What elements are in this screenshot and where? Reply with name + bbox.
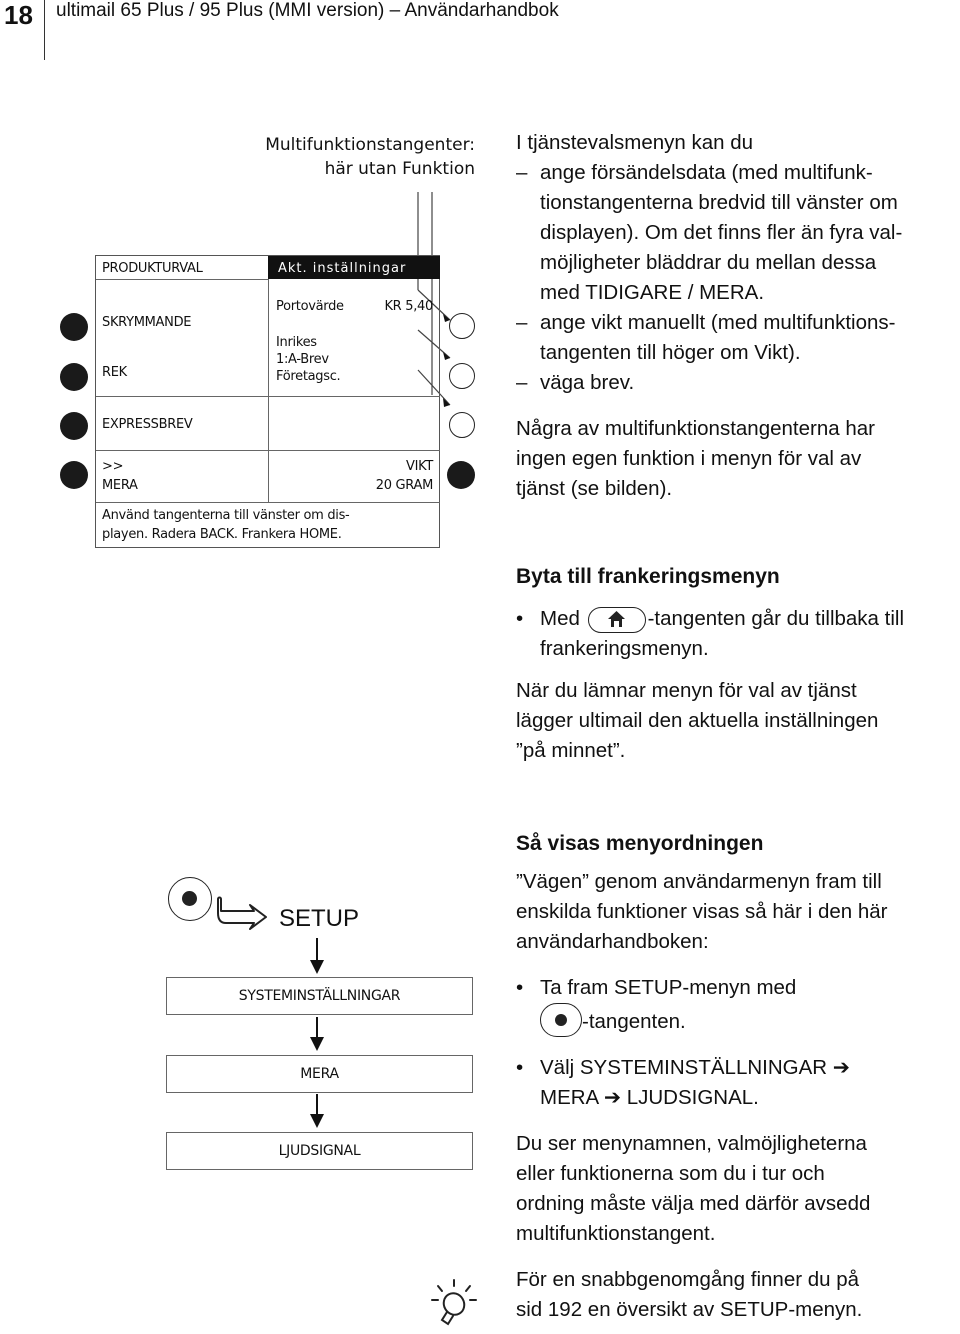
down-arrow-icon	[310, 1017, 324, 1057]
menu-box-mera[interactable]: MERA	[166, 1055, 473, 1093]
weight-value: 20 GRAM	[375, 478, 433, 493]
frank-bullet: • Med -tangenten går du tillbaka till frankeringsmenyn.	[516, 607, 905, 660]
tip-text: För en snabbgenomgång finner du på sid 192 en översikt av SETUP-menyn.	[516, 1268, 863, 1321]
left-key-2[interactable]	[60, 363, 88, 391]
down-arrow-icon	[310, 1094, 324, 1134]
postage-label: Portovärde	[276, 299, 344, 314]
down-arrow-icon	[310, 938, 324, 978]
mf-label-line2: här utan Funktion	[324, 159, 475, 179]
left-key-4[interactable]	[60, 461, 88, 489]
order-bullet-2: • Välj SYSTEMINSTÄLLNINGAR ➔ MERA ➔ LJUDSIGNAL.	[516, 1056, 850, 1109]
mf-label-line1: Multifunktionstangenter:	[265, 135, 475, 155]
menu-box-systeminstallningar[interactable]: SYSTEMINSTÄLLNINGAR	[166, 977, 473, 1015]
lightbulb-tip-icon	[430, 1278, 478, 1328]
home-key-icon	[588, 607, 646, 633]
weight-label[interactable]: VIKT	[406, 459, 433, 474]
setup-label: SETUP	[279, 905, 360, 932]
left-key-3[interactable]	[60, 412, 88, 440]
display-item-expressbrev[interactable]: EXPRESSBREV	[102, 417, 193, 432]
arrow-right-icon: ➔	[832, 1056, 850, 1079]
menu-box-ljudsignal[interactable]: LJUDSIGNAL	[166, 1132, 473, 1170]
service-menu-display	[95, 255, 440, 548]
right-key-2[interactable]	[449, 363, 475, 389]
order-section: Så visas menyordningen ”Vägen” genom användarmenyn fram till enskilda funktioner visas så här i den här användarhandboken: • Ta fram SETUP-menyn med -tangenten. • Välj SYSTEMINSTÄLLNINGAR ➔ MERA ➔ LJUDSIGNAL. Du ser menynamnen, valmöjligheterna eller funktionerna som du i tur och ordning måste välja med därför avsedd multifunktionstangent. För en snabbgenomgång finner du på sid 192 en översikt av SETUP-menyn.	[516, 829, 956, 1325]
frank-section: Byta till frankeringsmenyn • Med -tangenten går du tillbaka till frankeringsmenyn. När du lämnar menyn för val av tjänst lägger ultimail den aktuella inställningen ”på minnet”.	[516, 562, 956, 766]
intro-item-3: – väga brev.	[516, 371, 635, 394]
arrowhead	[443, 352, 450, 360]
intro-section	[516, 128, 956, 504]
left-key-1[interactable]	[60, 313, 88, 341]
order-heading: Så visas menyordningen	[516, 832, 764, 855]
intro-item-1: – ange försändelsdata (med multifunk- tionstangenterna bredvid till vänster om displayen). Om det finns fler än fyra val- möjligheter bläddrar du mellan dessa med TIDIGARE / MERA.	[516, 161, 903, 304]
display-item-mera[interactable]: MERA	[102, 478, 138, 493]
running-header: ultimail 65 Plus / 95 Plus (MMI version) – Användarhandbok	[56, 0, 559, 21]
display-help-line: playen. Radera BACK. Frankera HOME.	[102, 527, 342, 542]
service-line: Företagsc.	[276, 369, 341, 384]
setup-key-icon	[540, 1003, 582, 1037]
right-key-4[interactable]	[447, 461, 475, 489]
postage-value: KR 5,40	[384, 299, 433, 314]
frank-heading: Byta till frankeringsmenyn	[516, 565, 780, 588]
display-item-produkturval[interactable]: PRODUKTURVAL	[102, 261, 203, 276]
hand-pointer-icon	[214, 893, 270, 935]
intro-item-2: – ange vikt manuellt (med multifunktions- tangenten till höger om Vikt).	[516, 311, 896, 364]
service-line: 1:A-Brev	[276, 352, 329, 367]
intro-lead: I tjänstevalsmenyn kan du	[516, 131, 754, 154]
display-item-rek[interactable]: REK	[102, 365, 127, 380]
arrow-right-icon: ➔	[603, 1086, 621, 1109]
setup-key[interactable]	[168, 877, 212, 921]
display-item-skrymmande[interactable]: SKRYMMANDE	[102, 315, 192, 330]
display-item-next[interactable]: >>	[102, 459, 124, 474]
order-bullet-1: • Ta fram SETUP-menyn med -tangenten.	[516, 973, 956, 1037]
arrowhead	[443, 398, 450, 407]
active-settings-title: Akt. inställningar	[278, 261, 407, 276]
setup-key-dot	[182, 891, 197, 906]
page-number: 18	[4, 0, 33, 30]
right-key-1[interactable]	[449, 313, 475, 339]
intro-note: Några av multifunktionstangenterna har ingen egen funktion i menyn för val av tjänst (se bilden).	[516, 417, 875, 500]
display-help-line: Använd tangenterna till vänster om dis-	[102, 508, 350, 523]
service-line: Inrikes	[276, 335, 317, 350]
right-key-3[interactable]	[449, 412, 475, 438]
